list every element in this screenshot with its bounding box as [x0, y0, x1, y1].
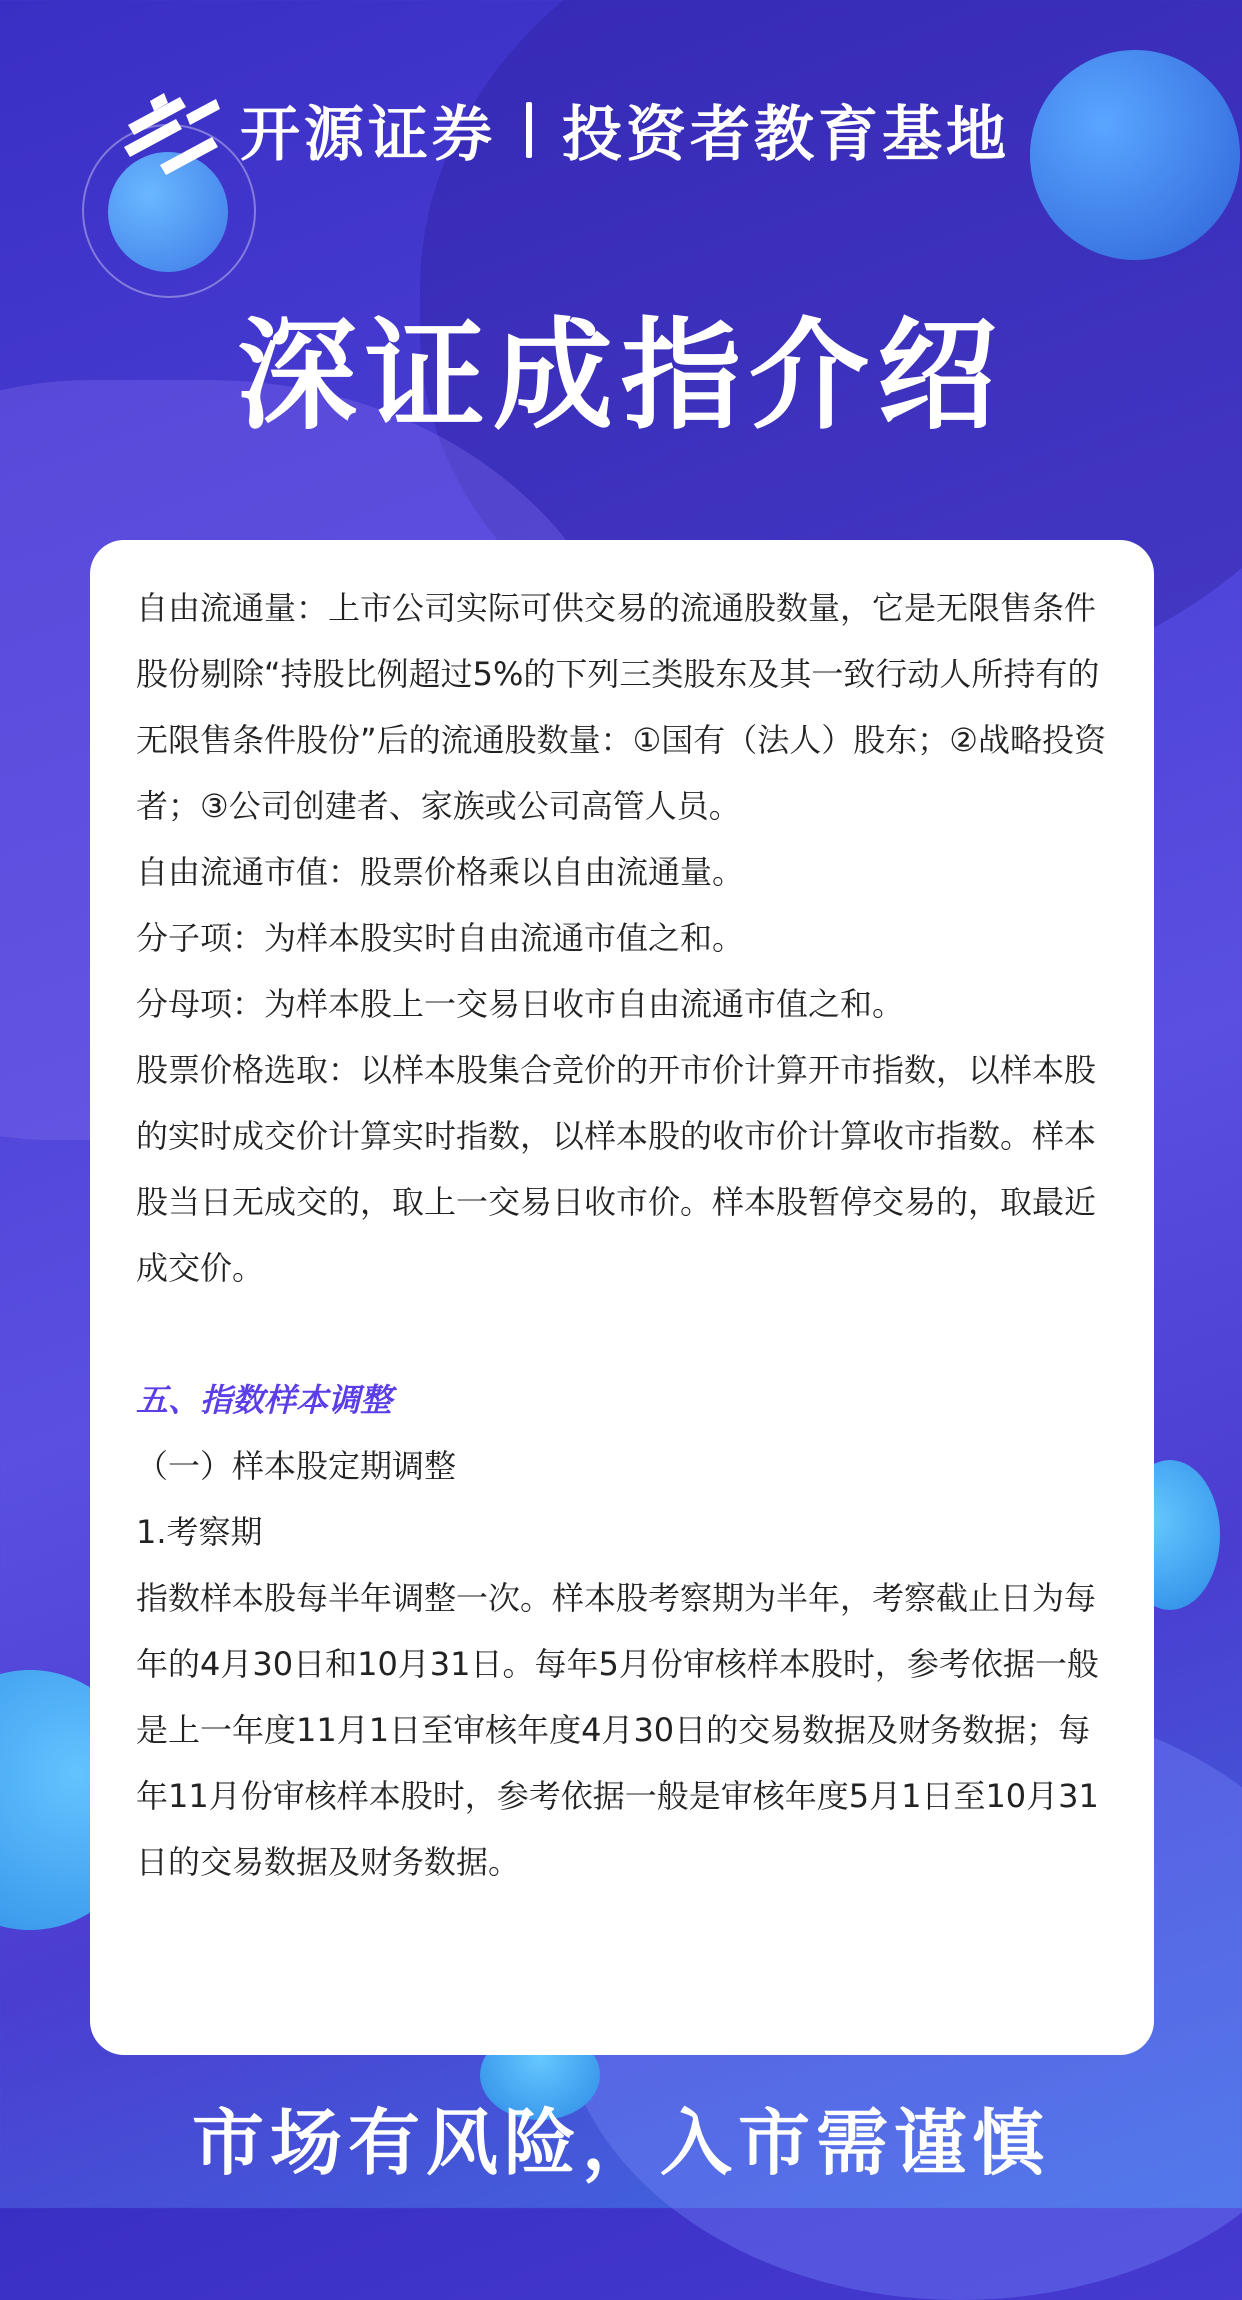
paragraph: 自由流通量：上市公司实际可供交易的流通股数量，它是无限售条件股份剔除“持股比例超过5%的下列三类股东及其一致行动人所持有的无限售条件股份”后的流通股数量：①国有（法人）股东；②战略投资者；③公司创建者、家族或公司高管人员。	[136, 589, 1106, 825]
header	[120, 80, 1010, 180]
page-title: 深证成指介绍	[237, 307, 1005, 446]
risk-warning: 市场有风险，入市需谨慎	[191, 2101, 1050, 2185]
card-content	[136, 575, 1116, 1895]
header-divider	[526, 102, 532, 158]
item-title: 1.考察期	[136, 1513, 263, 1551]
paragraph: 自由流通市值：股票价格乘以自由流通量。	[136, 853, 745, 891]
paragraph: 股票价格选取：以样本股集合竞价的开市价计算开市指数，以样本股的实时成交价计算实时指数，以样本股的收市价计算收市指数。样本股当日无成交的，取上一交易日收市价。样本股暂停交易的，取最近成交价。	[136, 1051, 1097, 1287]
item-text: 指数样本股每半年调整一次。样本股考察期为半年，考察截止日为每年的4月30日和10月31日。每年5月份审核样本股时，参考依据一般是上一年度11月1日至审核年度4月30日的交易数据及财务数据；每年11月份审核样本股时，参考依据一般是审核年度5月1日至10月31日的交易数据及财务数据。	[136, 1579, 1099, 1881]
decorative-circle	[1030, 50, 1240, 260]
paragraph: 分母项：为样本股上一交易日收市自由流通市值之和。	[136, 985, 905, 1023]
subsection-title: （一）样本股定期调整	[136, 1447, 457, 1485]
brand-logo-icon	[120, 85, 220, 175]
brand-name: 开源证券	[240, 100, 496, 170]
content-card	[90, 540, 1154, 2055]
brand-subtitle: 投资者教育基地	[562, 100, 1010, 170]
spacer	[136, 1301, 1116, 1367]
section-title: 五、指数样本调整	[136, 1381, 393, 1419]
paragraph: 分子项：为样本股实时自由流通市值之和。	[136, 919, 745, 957]
